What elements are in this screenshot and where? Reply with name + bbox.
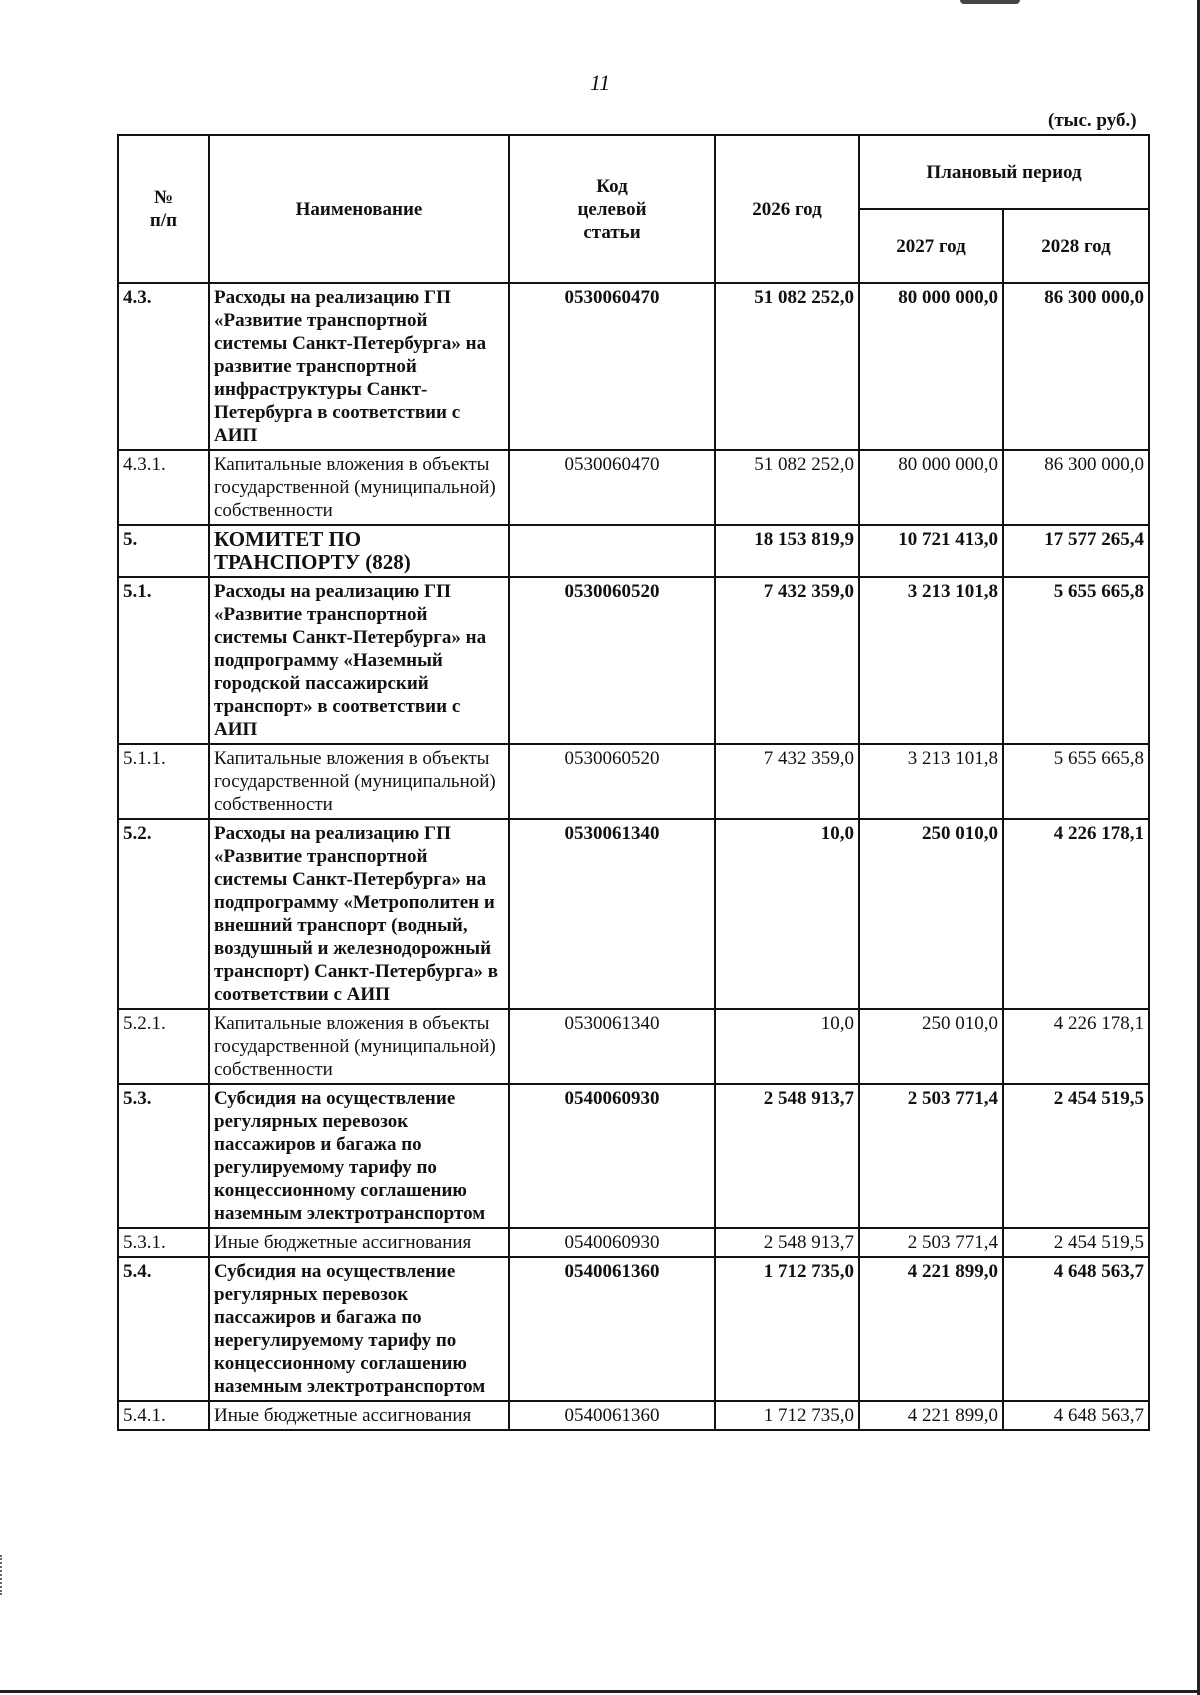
row-code: 0540060930	[509, 1228, 715, 1257]
table-row	[118, 744, 1149, 819]
row-number: 5.4.1.	[118, 1401, 209, 1430]
row-amount-2026: 51 082 252,0	[715, 283, 859, 450]
row-amount-2026: 2 548 913,7	[715, 1084, 859, 1228]
row-amount-2028: 4 648 563,7	[1003, 1401, 1149, 1430]
row-number: 5.2.	[118, 819, 209, 1009]
row-number: 5.2.1.	[118, 1009, 209, 1084]
row-amount-2028: 2 454 519,5	[1003, 1228, 1149, 1257]
table-row	[118, 1257, 1149, 1401]
row-amount-2028: 5 655 665,8	[1003, 744, 1149, 819]
row-amount-2028: 86 300 000,0	[1003, 450, 1149, 525]
row-amount-2028: 4 226 178,1	[1003, 819, 1149, 1009]
scan-bottom-edge	[0, 1690, 1200, 1693]
row-amount-2026: 10,0	[715, 819, 859, 1009]
row-amount-2026: 18 153 819,9	[715, 525, 859, 577]
row-amount-2027: 4 221 899,0	[859, 1401, 1003, 1430]
header-2027: 2027 год	[859, 209, 1003, 283]
row-number: 4.3.	[118, 283, 209, 450]
table-row	[118, 1228, 1149, 1257]
row-code: 0530060470	[509, 450, 715, 525]
row-amount-2028: 17 577 265,4	[1003, 525, 1149, 577]
row-code: 0530061340	[509, 1009, 715, 1084]
row-number: 5.1.1.	[118, 744, 209, 819]
scan-left-dots	[0, 1555, 4, 1595]
row-amount-2026: 10,0	[715, 1009, 859, 1084]
row-name: Капитальные вложения в объекты государственной (муниципальной) собственности	[209, 1009, 509, 1084]
header-2026: 2026 год	[715, 135, 859, 283]
row-code: 0540061360	[509, 1257, 715, 1401]
row-name: Иные бюджетные ассигнования	[209, 1228, 509, 1257]
row-number: 5.1.	[118, 577, 209, 744]
row-amount-2027: 80 000 000,0	[859, 450, 1003, 525]
row-amount-2026: 1 712 735,0	[715, 1401, 859, 1430]
row-amount-2026: 7 432 359,0	[715, 744, 859, 819]
row-name: Субсидия на осуществление регулярных перевозок пассажиров и багажа по нерегулируемому тарифу по концессионному соглашению наземным электротранспортом	[209, 1257, 509, 1401]
row-amount-2027: 10 721 413,0	[859, 525, 1003, 577]
row-name: Расходы на реализацию ГП «Развитие транспортной системы Санкт-Петербурга» на подпрограмму «Метрополитен и внешний транспорт (водный, воздушный и железнодорожный транспорт) Санкт-Петербурга» в соответствии с АИП	[209, 819, 509, 1009]
row-number: 5.3.	[118, 1084, 209, 1228]
row-amount-2027: 4 221 899,0	[859, 1257, 1003, 1401]
row-name: КОМИТЕТ ПО ТРАНСПОРТУ (828)	[209, 525, 509, 577]
row-code	[509, 525, 715, 577]
row-amount-2027: 250 010,0	[859, 819, 1003, 1009]
row-code: 0530060520	[509, 577, 715, 744]
row-amount-2026: 2 548 913,7	[715, 1228, 859, 1257]
row-amount-2027: 3 213 101,8	[859, 577, 1003, 744]
row-amount-2027: 80 000 000,0	[859, 283, 1003, 450]
page-number: 11	[589, 70, 611, 95]
row-code: 0540060930	[509, 1084, 715, 1228]
table-row	[118, 525, 1149, 577]
table-row	[118, 283, 1149, 450]
row-amount-2027: 250 010,0	[859, 1009, 1003, 1084]
row-name: Расходы на реализацию ГП «Развитие транспортной системы Санкт-Петербурга» на подпрограмму «Наземный городской пассажирский транспорт» в соответствии с АИП	[209, 577, 509, 744]
header-num: № п/п	[118, 135, 209, 283]
row-number: 5.	[118, 525, 209, 577]
row-amount-2026: 7 432 359,0	[715, 577, 859, 744]
header-name: Наименование	[209, 135, 509, 283]
row-name: Иные бюджетные ассигнования	[209, 1401, 509, 1430]
row-amount-2028: 86 300 000,0	[1003, 283, 1149, 450]
row-amount-2028: 4 226 178,1	[1003, 1009, 1149, 1084]
table-row	[118, 1401, 1149, 1430]
row-amount-2027: 2 503 771,4	[859, 1084, 1003, 1228]
row-amount-2028: 2 454 519,5	[1003, 1084, 1149, 1228]
row-number: 5.4.	[118, 1257, 209, 1401]
header-2028: 2028 год	[1003, 209, 1149, 283]
table-row	[118, 1084, 1149, 1228]
row-code: 0530060470	[509, 283, 715, 450]
row-name: Капитальные вложения в объекты государственной (муниципальной) собственности	[209, 450, 509, 525]
row-amount-2028: 4 648 563,7	[1003, 1257, 1149, 1401]
unit-label: (тыс. руб.)	[1048, 110, 1137, 131]
table-row	[118, 819, 1149, 1009]
row-amount-2027: 2 503 771,4	[859, 1228, 1003, 1257]
row-name: Капитальные вложения в объекты государственной (муниципальной) собственности	[209, 744, 509, 819]
budget-table	[117, 134, 1150, 1431]
row-code: 0540061360	[509, 1401, 715, 1430]
table-row	[118, 1009, 1149, 1084]
row-amount-2027: 3 213 101,8	[859, 744, 1003, 819]
table-body	[118, 283, 1149, 1430]
row-amount-2028: 5 655 665,8	[1003, 577, 1149, 744]
header-code: Код целевой статьи	[509, 135, 715, 283]
table-row	[118, 450, 1149, 525]
row-code: 0530060520	[509, 744, 715, 819]
table-row	[118, 577, 1149, 744]
row-amount-2026: 51 082 252,0	[715, 450, 859, 525]
row-amount-2026: 1 712 735,0	[715, 1257, 859, 1401]
row-number: 4.3.1.	[118, 450, 209, 525]
row-name: Субсидия на осуществление регулярных перевозок пассажиров и багажа по регулируемому тарифу по концессионному соглашению наземным электротранспортом	[209, 1084, 509, 1228]
header-planned-period: Плановый период	[859, 135, 1149, 209]
row-name: Расходы на реализацию ГП «Развитие транспортной системы Санкт-Петербурга» на развитие транспортной инфраструктуры Санкт-Петербурга в соответствии с АИП	[209, 283, 509, 450]
row-number: 5.3.1.	[118, 1228, 209, 1257]
scan-edge-mark	[960, 0, 1020, 4]
row-code: 0530061340	[509, 819, 715, 1009]
